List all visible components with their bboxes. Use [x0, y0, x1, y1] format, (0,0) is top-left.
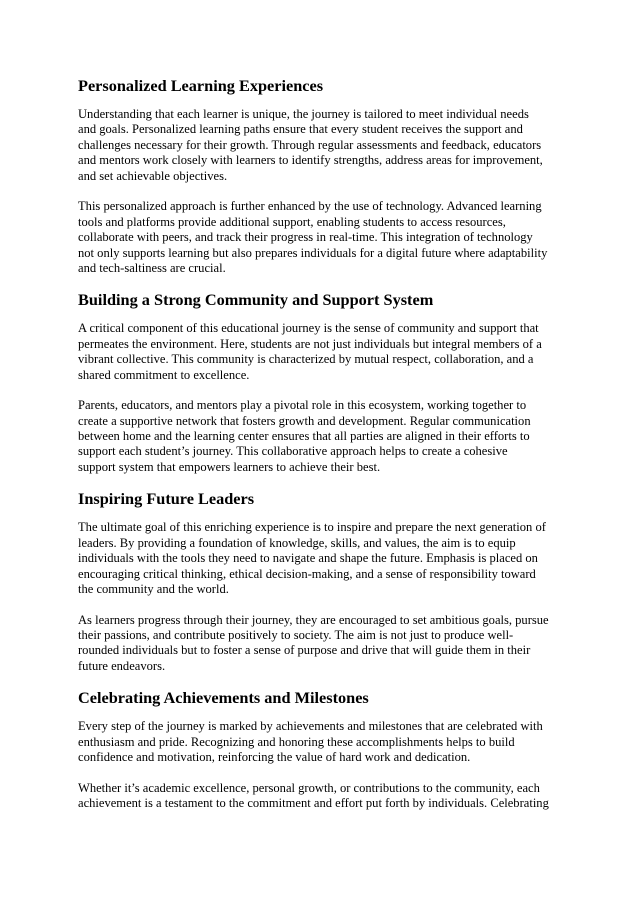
text-line: Every step of the journey is marked by achievements and milestones that are celebrated with — [78, 719, 543, 734]
text-line: leaders. By providing a foundation of knowledge, skills, and values, the aim is to equip — [78, 535, 516, 550]
text-line: create a supportive network that fosters growth and development. Regular communication — [78, 413, 531, 428]
text-line: and goals. Personalized learning paths ensure that every student receives the support and — [78, 122, 523, 137]
paragraph — [78, 781, 564, 812]
text-line: support system that empowers learners to achieve their best. — [78, 459, 381, 474]
text-line: individuals with the tools they need to navigate and shape the future. Emphasis is placed on — [78, 551, 538, 566]
text-line: the community and the world. — [78, 582, 229, 597]
text-line: This personalized approach is further enhanced by the use of technology. Advanced learning — [78, 199, 542, 214]
text-line: collaborate with peers, and track their progress in real-time. This integration of technology — [78, 230, 533, 245]
document-page — [78, 76, 564, 825]
section-achievements — [78, 688, 564, 811]
text-line: confidence and motivation, reinforcing the value of hard work and dedication. — [78, 750, 471, 765]
text-line: not only supports learning but also prepares individuals for a digital future where adaptability — [78, 245, 548, 260]
text-line: between home and the learning center ensures that all parties are aligned in their efforts to — [78, 429, 530, 443]
text-line: and set achievable objectives. — [78, 168, 228, 183]
section-heading: Building a Strong Community and Support System — [78, 290, 434, 310]
text-line: shared commitment to excellence. — [78, 367, 250, 382]
paragraph — [78, 613, 564, 675]
text-line: their passions, and contribute positively to society. The aim is not just to produce well- — [78, 627, 514, 642]
section-heading: Celebrating Achievements and Milestones — [78, 688, 369, 708]
text-line: rounded individuals but to foster a sense of purpose and drive that will guide them in their — [78, 643, 531, 658]
paragraph — [78, 520, 564, 597]
paragraph — [78, 398, 564, 475]
text-line: The ultimate goal of this enriching experience is to inspire and prepare the next generation of — [78, 520, 546, 535]
section-future-leaders — [78, 489, 564, 674]
paragraph — [78, 107, 564, 184]
text-line: encouraging critical thinking, ethical decision-making, and a sense of responsibility toward — [78, 566, 536, 581]
text-line: and mentors work closely with learners to identify strengths, address areas for improvement, — [78, 153, 543, 168]
text-line: Parents, educators, and mentors play a pivotal role in this ecosystem, working together to — [78, 398, 527, 413]
text-line: challenges necessary for their growth. Through regular assessments and feedback, educators — [78, 137, 542, 152]
text-line: and tech-saltiness are crucial. — [78, 260, 226, 275]
text-line: Whether it’s academic excellence, personal growth, or contributions to the community, each — [78, 780, 540, 795]
text-line: Understanding that each learner is unique, the journey is tailored to meet individual needs — [78, 107, 529, 121]
text-line: future endeavors. — [78, 658, 166, 673]
section-community-support — [78, 290, 564, 475]
text-line: enthusiasm and pride. Recognizing and honoring these accomplishments helps to build — [78, 734, 515, 749]
text-line: A critical component of this educational journey is the sense of community and support that — [78, 321, 539, 336]
section-heading: Inspiring Future Leaders — [78, 489, 255, 509]
paragraph — [78, 199, 564, 276]
text-line: support each student’s journey. This collaborative approach helps to create a cohesive — [78, 444, 508, 459]
text-line: vibrant collective. This community is characterized by mutual respect, collaboration, and a — [78, 352, 534, 367]
paragraph — [78, 719, 564, 765]
text-line: permeates the environment. Here, students are not just individuals but integral members of a — [78, 336, 542, 351]
section-heading: Personalized Learning Experiences — [78, 76, 324, 95]
text-line: tools and platforms provide additional support, enabling students to access resources, — [78, 214, 506, 229]
text-line: achievement is a testament to the commitment and effort put forth by individuals. Celebrating — [78, 796, 549, 810]
text-line: As learners progress through their journey, they are encouraged to set ambitious goals, pursue — [78, 612, 549, 627]
section-personalized-learning — [78, 76, 564, 276]
paragraph — [78, 321, 564, 383]
